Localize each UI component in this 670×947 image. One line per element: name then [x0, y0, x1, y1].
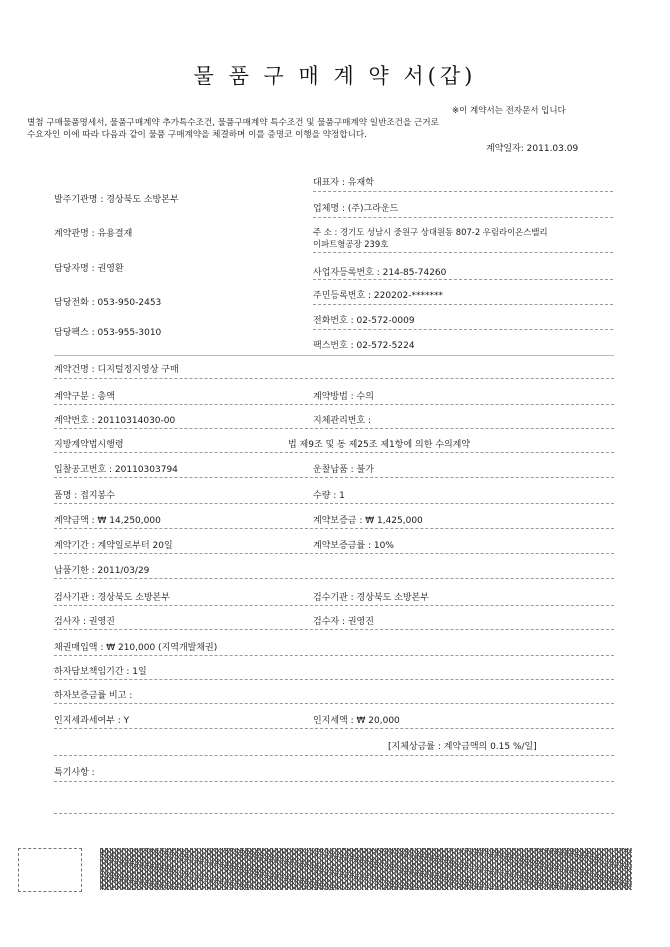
contract-officer: 계약관명 : 유용결재: [54, 229, 133, 239]
row-left: 인지세과세여부 : Y: [54, 716, 130, 726]
contract-name: 계약건명 : 디지털정지영상 구매: [54, 365, 179, 375]
row-left: 하자보증금률 비고 :: [54, 691, 133, 701]
row-right: 계약방법 : 수의: [313, 392, 374, 402]
seal-box: [18, 848, 82, 892]
row-right: 검수기관 : 경상북도 소방본부: [313, 593, 429, 603]
scan-barcode: [100, 848, 632, 890]
row-left: 계약기간 : 계약일로부터 20일: [54, 541, 173, 551]
contact-phone: 담당전화 : 053-950-2453: [54, 298, 162, 308]
e-document-notice: ※이 계약서는 전자문서 입니다: [452, 106, 566, 116]
intro-line-2: 수요자인 이에 따라 다음과 같이 물품 구매계약을 체결하며 이를 증명코 이행을 약정합니다.: [27, 130, 367, 140]
intro-line-1: 별첨 구매물품명세서, 물품구매계약 추가특수조건, 물품구매계약 특수조건 및 물품구매계약 일반조건을 근거로: [27, 118, 439, 128]
business-reg-number: 사업자등록번호 : 214-85-74260: [313, 268, 447, 278]
row-left: 채권매입액 : ₩ 210,000 (지역개발채권): [54, 643, 218, 653]
row-left: 입찰공고번호 : 20110303794: [54, 465, 178, 475]
row-left: 지방계약법시행령: [54, 440, 124, 450]
contract-date: 계약일자: 2011.03.09: [486, 144, 579, 154]
row-right: 운찰납품 : 불가: [313, 465, 374, 475]
company-fax: 팩스번호 : 02-572-5224: [313, 341, 415, 351]
row-left: 하자담보책임기간 : 1일: [54, 667, 147, 677]
row-left: 검사자 : 권영진: [54, 617, 115, 627]
late-penalty-rate: [지체상금률 : 계약금액의 0.15 %/일]: [388, 742, 537, 752]
company-phone: 전화번호 : 02-572-0009: [313, 316, 415, 326]
document-title: 물 품 구 매 계 약 서(갑): [193, 64, 477, 88]
special-notes: 특기사항 :: [54, 768, 95, 778]
row-left: 품명 : 접지봉수: [54, 491, 115, 501]
row-right: 검수자 : 권영진: [313, 617, 374, 627]
row-left: 검사기관 : 경상북도 소방본부: [54, 593, 170, 603]
row-right: 계약보증금률 : 10%: [313, 541, 394, 551]
contact-fax: 담당팩스 : 053-955-3010: [54, 328, 162, 338]
row-left: 계약구분 : 총액: [54, 392, 115, 402]
ordering-agency: 발주기관명 : 경상북도 소방본부: [54, 195, 179, 205]
resident-reg-number: 주민등록번호 : 220202-*******: [313, 291, 444, 301]
row-right: 계약보증금 : ₩ 1,425,000: [313, 516, 423, 526]
row-right: 법 제9조 및 동 제25조 제1항에 의한 수의계약: [288, 440, 471, 450]
address-line-1: 주 소 : 경기도 성남시 중원구 상대원동 807-2 우림라이온스밸리: [313, 227, 548, 237]
row-left: 계약번호 : 20110314030-00: [54, 416, 176, 426]
company-name: 업체명 : (주)그라운드: [313, 204, 399, 214]
row-left: 납품기한 : 2011/03/29: [54, 566, 150, 576]
person-in-charge: 담당자명 : 권영환: [54, 264, 124, 274]
address-line-2: 이파트형공장 239호: [313, 239, 389, 249]
row-right: 인지세액 : ₩ 20,000: [313, 716, 400, 726]
row-left: 계약금액 : ₩ 14,250,000: [54, 516, 161, 526]
row-right: 지체관리번호 :: [313, 416, 372, 426]
ceo-name: 대표자 : 유재학: [313, 178, 374, 188]
row-right: 수량 : 1: [313, 491, 345, 501]
